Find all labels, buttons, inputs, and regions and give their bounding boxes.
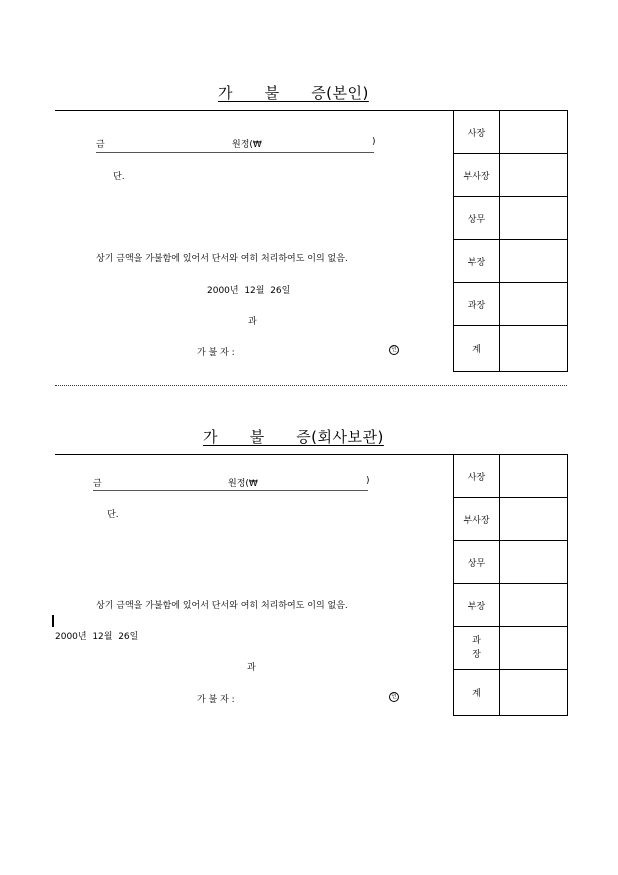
form-top-rule [55,110,455,111]
approval-label-vice-president: 부사장 [454,498,500,541]
approval-box-managing-director[interactable] [500,197,568,240]
note-label: 단. [107,510,119,520]
form-title: 가 불 증(본인) [218,84,369,102]
borrower-label: 가 불 자 : [197,348,235,358]
approval-box-president[interactable] [500,111,568,154]
approval-box-president[interactable] [500,455,568,498]
borrower-label: 가 불 자 : [197,695,235,705]
approval-box-staff[interactable] [500,326,568,372]
approval-label-staff: 계 [454,326,500,372]
issue-date: 2000년 12월 26일 [207,286,291,296]
amount-prefix: 금 [93,479,102,489]
approval-box-vice-president[interactable] [500,154,568,197]
text-cursor [52,615,54,627]
statement-text: 상기 금액을 가불함에 있어서 단서와 여히 처리하여도 이의 없음. [96,254,348,264]
approval-label-managing-director: 상무 [454,197,500,240]
amount-won-label: 원정(₩ [228,479,258,489]
approval-box-managing-director[interactable] [500,541,568,584]
approval-table [453,454,568,716]
statement-text: 상기 금액을 가불함에 있어서 단서와 여히 처리하여도 이의 없음. [96,601,348,611]
approval-label-president: 사장 [454,111,500,154]
amount-close: ) [372,137,376,147]
department-suffix: 과 [248,317,257,327]
note-label: 단. [113,172,125,182]
form-title: 가 불 증(회사보관) [203,428,384,446]
amount-underline [93,490,368,491]
approval-box-general-manager[interactable] [500,240,568,283]
approval-table [453,110,568,372]
approval-box-section-chief[interactable] [500,627,568,670]
approval-label-staff: 계 [454,670,500,716]
approval-label-president: 사장 [454,455,500,498]
amount-prefix: 금 [96,140,105,150]
amount-won-label: 원정(₩ [232,140,262,150]
approval-label-general-manager: 부장 [454,584,500,627]
seal-mark: 인 [389,345,399,355]
approval-label-managing-director: 상무 [454,541,500,584]
amount-close: ) [366,476,370,486]
approval-label-section-chief: 과장 [454,283,500,326]
approval-label-general-manager: 부장 [454,240,500,283]
approval-box-vice-president[interactable] [500,498,568,541]
approval-label-section-chief: 과 장 [454,627,500,670]
form-top-rule [55,454,455,455]
approval-label-vice-president: 부사장 [454,154,500,197]
approval-box-section-chief[interactable] [500,283,568,326]
amount-underline [96,152,374,153]
department-suffix: 과 [247,663,256,673]
approval-box-staff[interactable] [500,670,568,716]
seal-mark: 인 [389,692,399,702]
cut-line [55,385,567,386]
issue-date: 2000년 12월 26일 [55,632,139,642]
approval-box-general-manager[interactable] [500,584,568,627]
